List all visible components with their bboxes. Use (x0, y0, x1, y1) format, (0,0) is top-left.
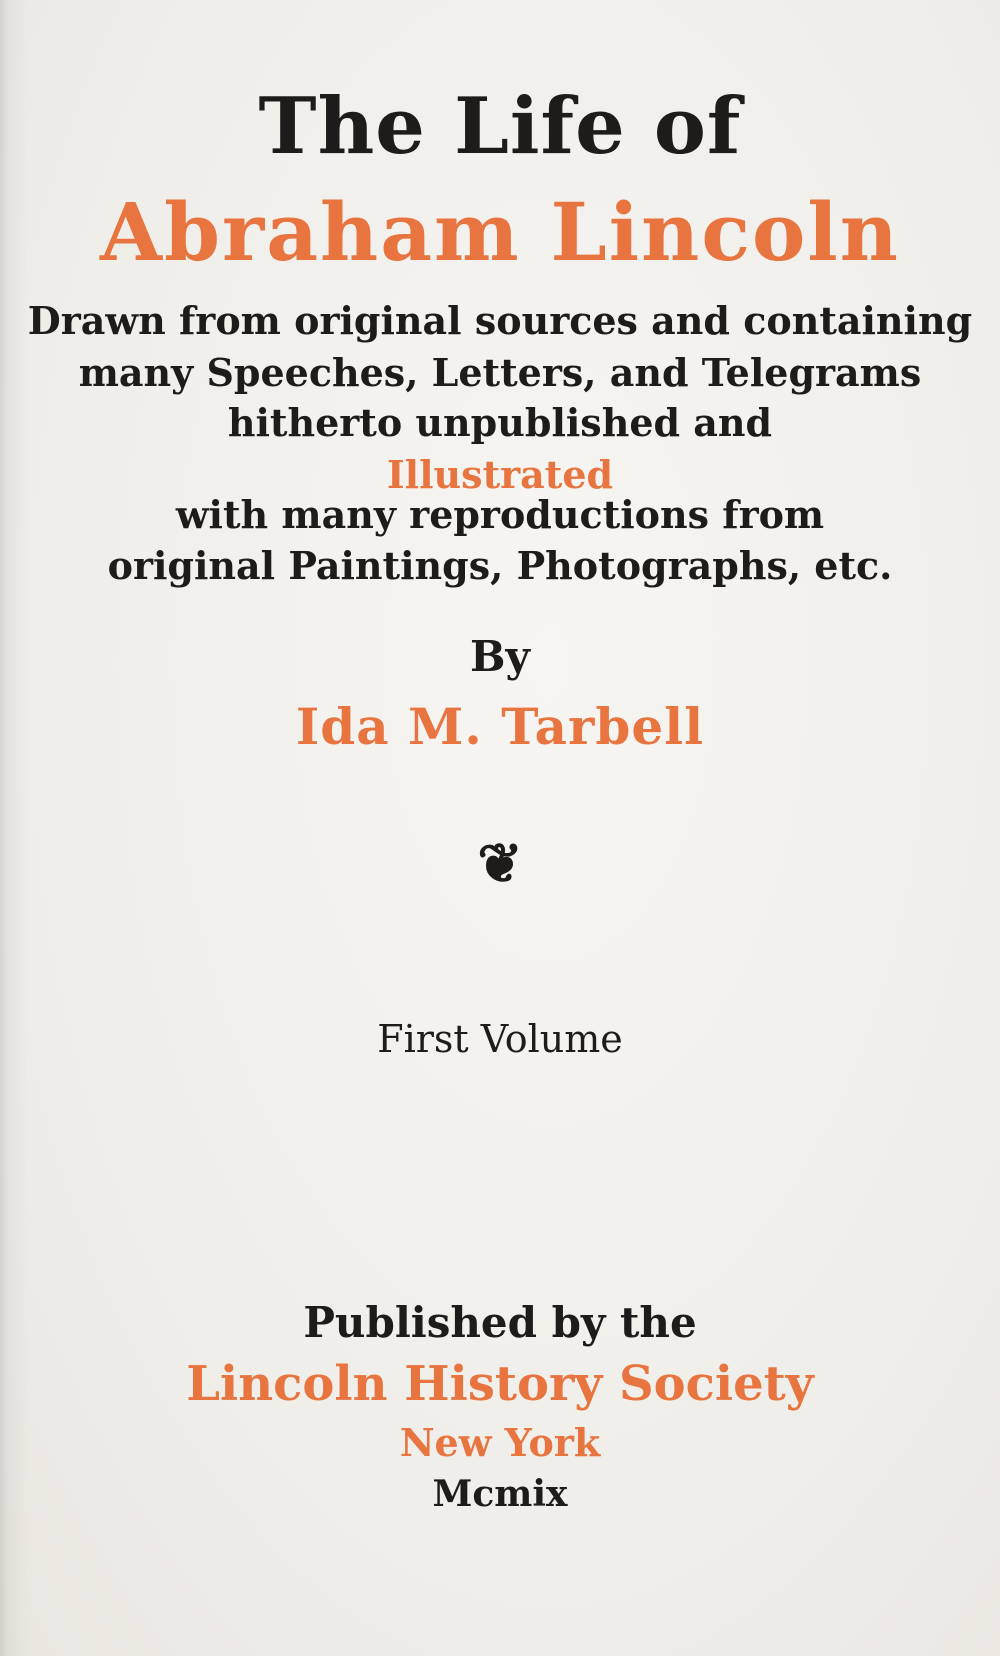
publication-year: Mcmix (432, 1473, 568, 1515)
title-line-2: Abraham Lincoln (100, 185, 900, 279)
fleuron-ornament-icon: ❦ (477, 831, 523, 895)
author-name: Ida M. Tarbell (295, 697, 705, 756)
published-by-label: Published by the (303, 1298, 697, 1347)
publisher-city: New York (399, 1420, 601, 1465)
by-label: By (470, 632, 530, 681)
subtitle-line-5: original Paintings, Photographs, etc. (107, 543, 893, 588)
subtitle-line-2: many Speeches, Letters, and Telegrams (78, 350, 922, 395)
volume-label: First Volume (377, 1017, 623, 1061)
title-line-1: The Life of (258, 81, 742, 172)
subtitle-line-3: hitherto unpublished and (227, 400, 773, 445)
subtitle-line-4: with many reproductions from (175, 492, 825, 537)
publisher-name: Lincoln History Society (186, 1356, 814, 1412)
subtitle-line-1: Drawn from original sources and containing (27, 298, 973, 343)
illustrated-label: Illustrated (386, 452, 614, 497)
